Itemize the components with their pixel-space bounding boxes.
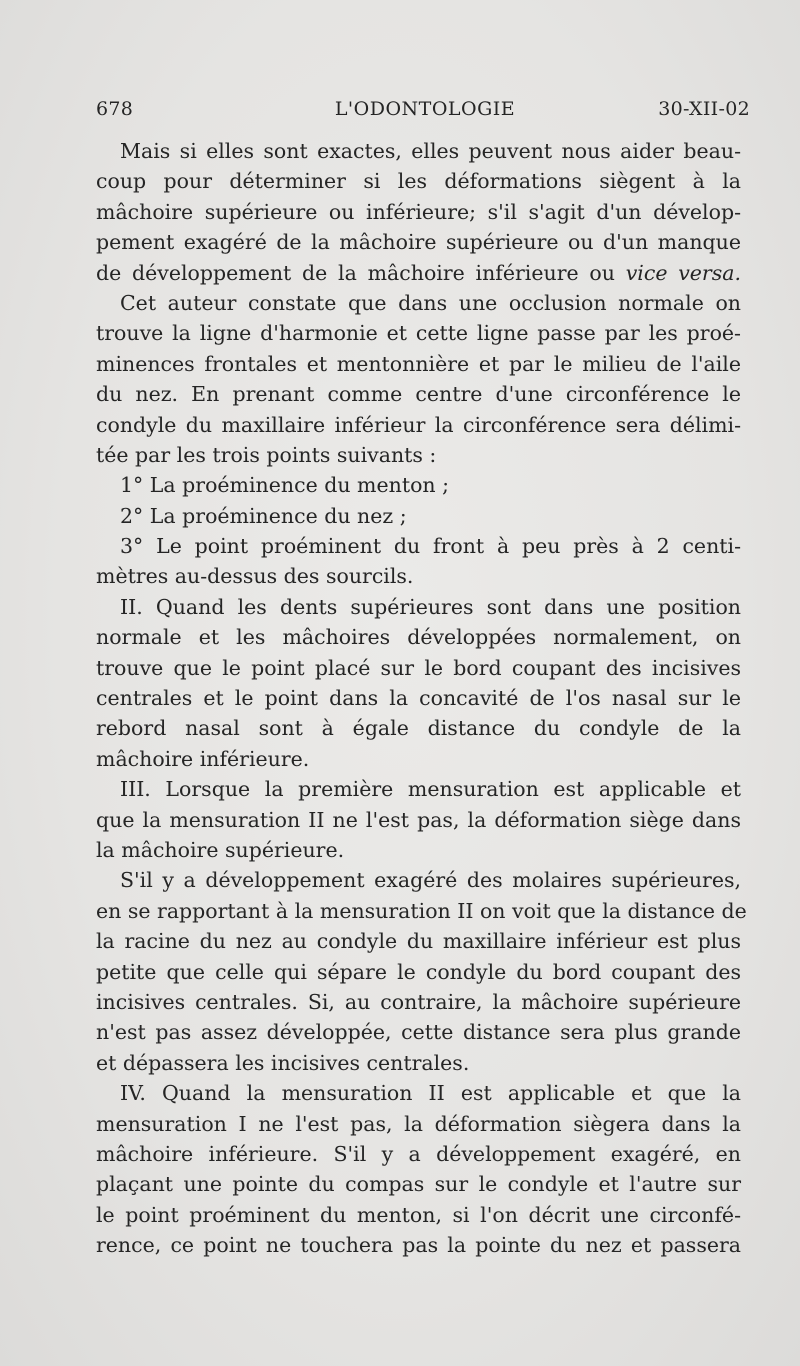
text-line: n'est pas assez développée, cette distance sera plus grande bbox=[96, 1020, 741, 1045]
text-line: Mais si elles sont exactes, elles peuvent nous aider beau- bbox=[120, 139, 741, 163]
text-line: pement exagéré de la mâchoire supérieure ou d'un manque bbox=[96, 230, 741, 255]
text-line: la mâchoire supérieure. bbox=[96, 837, 345, 862]
text-line: coup pour déterminer si les déformations siègent à la bbox=[96, 169, 741, 194]
text-line: condyle du maxillaire inférieur la circonférence sera délimi- bbox=[96, 412, 741, 437]
journal-title: L'ODONTOLOGIE bbox=[334, 98, 516, 120]
text-line: que la mensuration II ne l'est pas, la déformation siège dans bbox=[96, 807, 741, 832]
text-line: mâchoire supérieure ou inférieure; s'il s'agit d'un dévelop- bbox=[96, 199, 741, 224]
page-number: 678 bbox=[96, 98, 134, 120]
text-line: rence, ce point ne touchera pas la pointe du nez et passera bbox=[96, 1233, 741, 1258]
issue-date: 30-XII-02 bbox=[658, 98, 750, 120]
text-fragment: de développement de la mâchoire inférieure ou bbox=[96, 260, 626, 285]
text-line: mâchoire inférieure. S'il y a développement exagéré, en bbox=[96, 1141, 741, 1166]
text-line: petite que celle qui sépare le condyle du bord coupant des bbox=[96, 959, 741, 984]
text-line: II. Quand les dents supérieures sont dans une position bbox=[120, 594, 741, 619]
text-line: III. Lorsque la première mensuration est applicable et bbox=[120, 777, 741, 802]
page-body-text bbox=[96, 136, 747, 1260]
text-line: le point proéminent du menton, si l'on décrit une circonfé- bbox=[96, 1202, 741, 1227]
text-line: la racine du nez au condyle du maxillaire inférieur est plus bbox=[96, 929, 741, 954]
running-header bbox=[96, 98, 754, 128]
text-line: trouve la ligne d'harmonie et cette ligne passe par les proé- bbox=[96, 321, 741, 346]
text-line: centrales et le point dans la concavité de l'os nasal sur le bbox=[96, 686, 741, 711]
text-line: incisives centrales. Si, au contraire, la mâchoire supérieure bbox=[96, 989, 741, 1014]
text-line: rebord nasal sont à égale distance du condyle de la bbox=[96, 716, 741, 741]
list-item: 2° La proéminence du nez ; bbox=[120, 503, 407, 528]
text-line: trouve que le point placé sur le bord coupant des incisives bbox=[96, 655, 741, 680]
text-line: tée par les trois points suivants : bbox=[96, 442, 437, 467]
list-item: 1° La proéminence du menton ; bbox=[120, 473, 450, 498]
text-line: IV. Quand la mensuration II est applicable et que la bbox=[120, 1081, 741, 1106]
text-line: du nez. En prenant comme centre d'une circonférence le bbox=[96, 382, 741, 407]
text-line: et dépassera les incisives centrales. bbox=[96, 1050, 470, 1075]
text-line: plaçant une pointe du compas sur le condyle et l'autre sur bbox=[96, 1172, 741, 1197]
text-line bbox=[96, 258, 741, 288]
text-line: Cet auteur constate que dans une occlusion normale on bbox=[120, 290, 741, 315]
text-line: mensuration I ne l'est pas, la déformation siègera dans la bbox=[96, 1111, 741, 1136]
text-line: mètres au-dessus des sourcils. bbox=[96, 564, 414, 589]
text-line: en se rapportant à la mensuration II on voit que la distance de bbox=[96, 898, 747, 923]
text-line: S'il y a développement exagéré des molaires supérieures, bbox=[120, 868, 741, 893]
text-line: normale et les mâchoires développées normalement, on bbox=[96, 625, 741, 650]
text-line: mâchoire inférieure. bbox=[96, 746, 310, 771]
text-line: minences frontales et mentonnière et par le milieu de l'aile bbox=[96, 351, 741, 376]
list-item: 3° Le point proéminent du front à peu près à 2 centi- bbox=[120, 534, 741, 559]
italic-phrase: vice versa. bbox=[625, 260, 741, 285]
